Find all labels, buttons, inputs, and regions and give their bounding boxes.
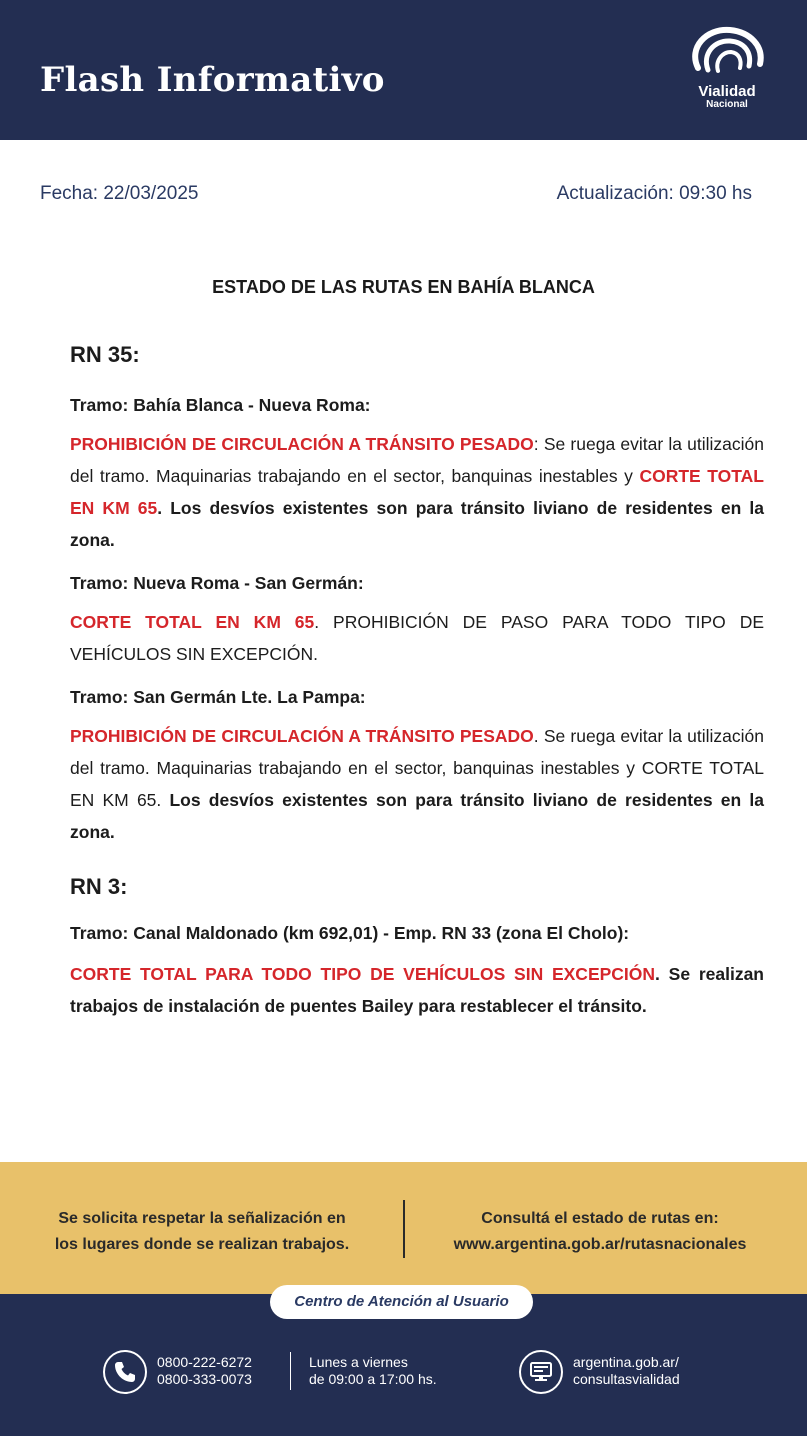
office-hours-time: de 09:00 a 17:00 hs. xyxy=(309,1371,437,1387)
signage-notice-line1: Se solicita respetar la señalización en xyxy=(58,1210,346,1227)
header-bar xyxy=(0,0,807,140)
vialidad-swirl-icon xyxy=(688,24,766,82)
rn3-tramo1-title: Tramo: Canal Maldonado (km 692,01) - Emp. RN 33 (zona El Cholo): xyxy=(70,923,630,943)
rn35-tramo2-title: Tramo: Nueva Roma - San Germán: xyxy=(70,573,364,593)
rn35-tramo2-alert: CORTE TOTAL EN KM 65 xyxy=(70,612,315,632)
phone-icon xyxy=(103,1350,147,1394)
footer-bar xyxy=(0,1294,807,1436)
user-service-center-badge: Centro de Atención al Usuario xyxy=(270,1285,533,1319)
rn35-tramo3-alert: PROHIBICIÓN DE CIRCULACIÓN A TRÁNSITO PESADO xyxy=(70,726,534,746)
notice-banner xyxy=(0,1162,807,1294)
section-title: ESTADO DE LAS RUTAS EN BAHÍA BLANCA xyxy=(212,277,595,297)
rn35-tramo1-alert-km: CORTE TOTAL EN KM 65 xyxy=(70,466,764,518)
office-hours xyxy=(309,1354,437,1388)
rn35-tramo3-desc: . Se ruega evitar la utilización del tramo. Maquinarias trabajando en el sector, banquinas inestables y CORTE TOTAL EN KM 65. xyxy=(70,726,765,810)
logo-text-nacional: Nacional xyxy=(706,99,748,110)
phone-number-1[interactable]: 0800-222-6272 xyxy=(157,1354,252,1370)
rn3-tramo1-text xyxy=(70,958,764,1022)
page-title: Flash Informativo xyxy=(40,60,385,100)
consultation-website-line1[interactable]: argentina.gob.ar/ xyxy=(573,1354,679,1370)
rn35-tramo1-period: . xyxy=(157,498,171,518)
routes-website-label: Consultá el estado de rutas en: xyxy=(481,1210,719,1227)
rn35-tramo1-note: Los desvíos existentes son para tránsito liviano de residentes en la zona. xyxy=(70,498,765,550)
rn35-heading: RN 35: xyxy=(70,342,140,367)
footer-divider xyxy=(290,1352,291,1390)
routes-website-link[interactable]: www.argentina.gob.ar/rutasnacionales xyxy=(453,1236,747,1253)
rn35-tramo1-text xyxy=(70,428,764,556)
vialidad-logo xyxy=(685,24,769,119)
notice-divider xyxy=(403,1200,405,1258)
rn35-tramo1-alert: PROHIBICIÓN DE CIRCULACIÓN A TRÁNSITO PESADO xyxy=(70,434,534,454)
rn35-tramo2-text xyxy=(70,606,764,670)
date-label: Fecha: 22/03/2025 xyxy=(40,183,199,204)
rn35-tramo1-desc: : Se ruega evitar la utilización del tramo. Maquinarias trabajando en el sector, banquinas inestables y xyxy=(70,434,765,486)
signage-notice xyxy=(20,1206,384,1258)
consultation-website xyxy=(573,1354,680,1388)
office-hours-days: Lunes a viernes xyxy=(309,1354,408,1370)
rn35-tramo3-text xyxy=(70,720,764,848)
rn35-tramo2-desc: . PROHIBICIÓN DE PASO PARA TODO TIPO DE VEHÍCULOS SIN EXCEPCIÓN. xyxy=(70,612,765,664)
routes-website-notice xyxy=(422,1206,778,1258)
update-time-label: Actualización: 09:30 hs xyxy=(556,183,752,204)
rn3-tramo1-note: . Se realizan trabajos de instalación de puentes Bailey para restablecer el tránsito. xyxy=(70,964,764,1016)
rn3-tramo1-alert: CORTE TOTAL PARA TODO TIPO DE VEHÍCULOS SIN EXCEPCIÓN xyxy=(70,964,656,984)
rn35-tramo3-note: Los desvíos existentes son para tránsito liviano de residentes en la zona. xyxy=(70,790,764,842)
rn35-tramo1-title: Tramo: Bahía Blanca - Nueva Roma: xyxy=(70,395,371,415)
signage-notice-line2: los lugares donde se realizan trabajos. xyxy=(54,1236,350,1253)
rn3-heading: RN 3: xyxy=(70,874,128,899)
phone-numbers xyxy=(157,1354,252,1388)
phone-number-2[interactable]: 0800-333-0073 xyxy=(157,1371,252,1387)
computer-icon xyxy=(519,1350,563,1394)
rn35-tramo3-title: Tramo: San Germán Lte. La Pampa: xyxy=(70,687,366,707)
route-status-content xyxy=(70,338,764,1022)
logo-text-vialidad: Vialidad xyxy=(698,83,756,100)
consultation-website-line2[interactable]: consultasvialidad xyxy=(573,1371,680,1387)
